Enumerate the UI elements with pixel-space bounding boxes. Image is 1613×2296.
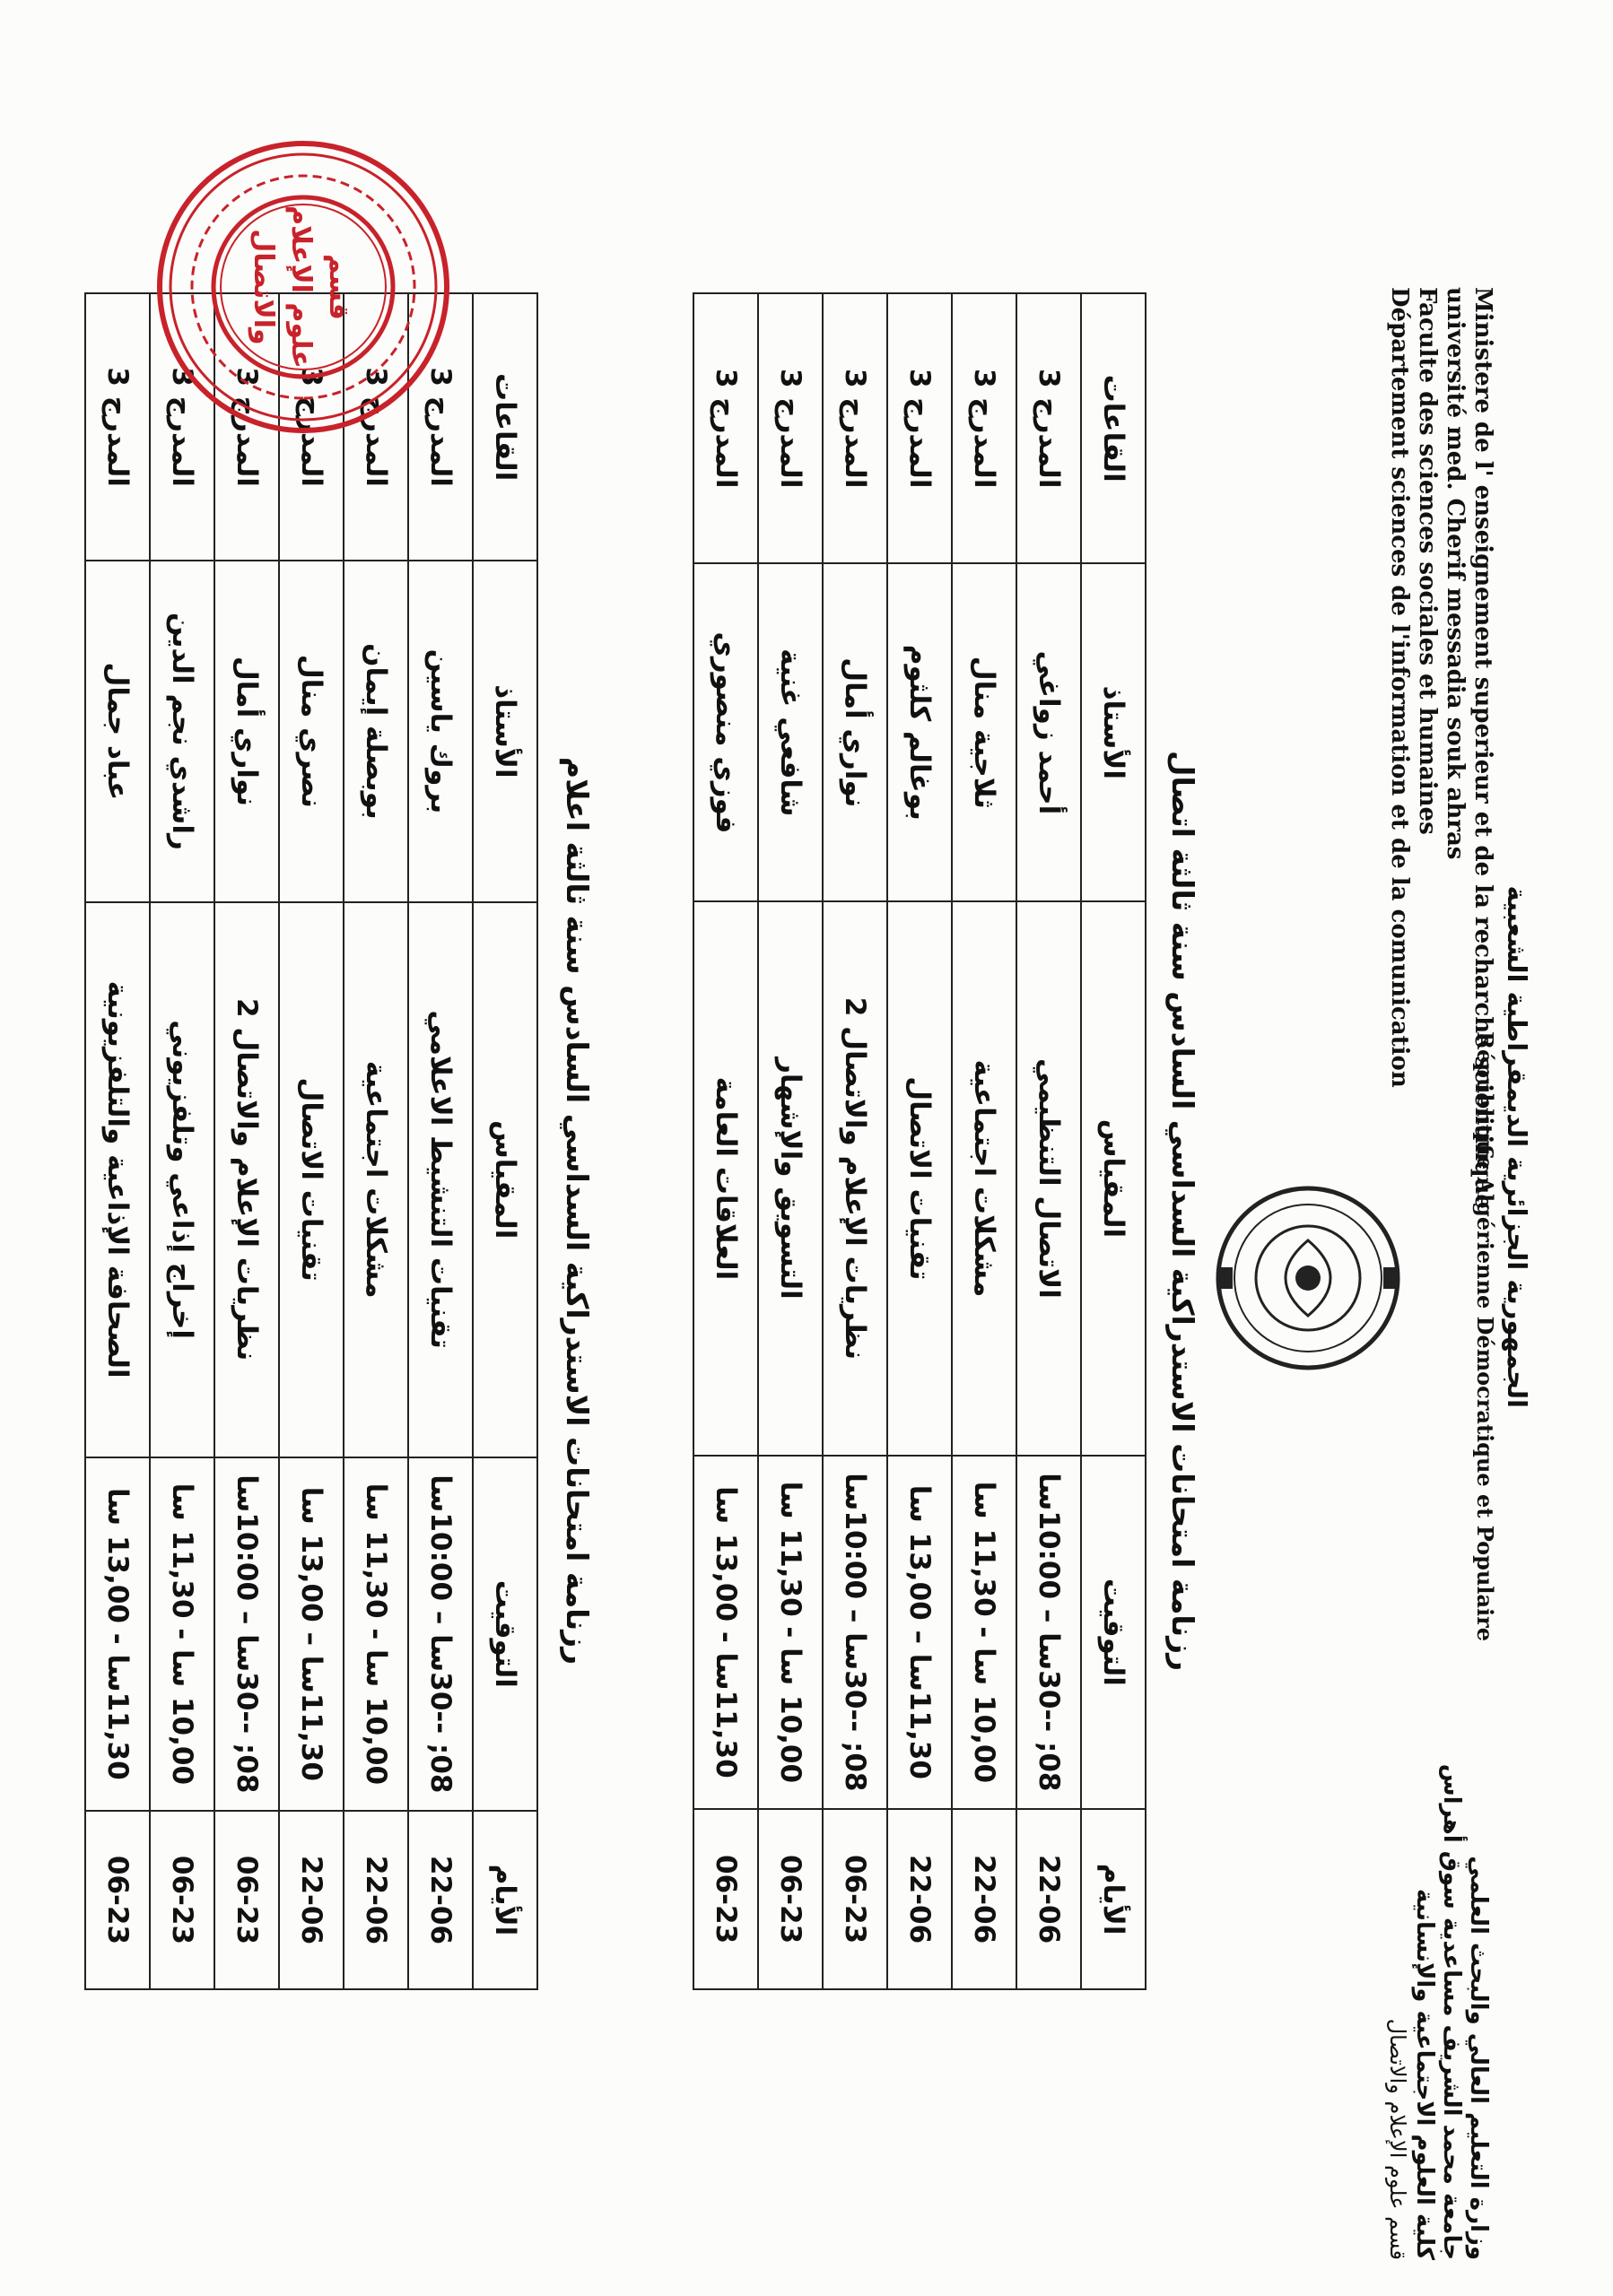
- table-row: [214, 293, 279, 1989]
- col-header-room: القاعات: [473, 293, 537, 561]
- cell-module: مشكلات اجتماعية: [952, 901, 1016, 1455]
- cell-module: الصحافة الإذاعية والتلفزيونية: [85, 902, 150, 1457]
- cell-room: المدرج 3: [952, 293, 1016, 563]
- cell-day: 06-23: [758, 1809, 823, 1989]
- table-row: [823, 293, 887, 1989]
- cell-time: 11,30سا – 13,00 سا: [887, 1456, 952, 1810]
- cell-day: 22-06: [408, 1811, 473, 1989]
- faculty-fr: Faculte des sciences sociales et humaines: [1414, 287, 1441, 835]
- col-header-day: الأيام: [473, 1811, 537, 1989]
- cell-professor: عباد جمال: [85, 561, 150, 901]
- department-fr: Département sciences de l'information et de la comunication: [1386, 287, 1413, 1088]
- col-header-professor: الأستاذ: [473, 561, 537, 901]
- table-row: [279, 293, 344, 1989]
- table-row: [887, 293, 952, 1989]
- cell-time: 08; --30سا – 10:00سا: [823, 1456, 887, 1810]
- stamp-line-3: والاتصال: [248, 229, 279, 345]
- cell-professor: نواري أمال: [823, 563, 887, 901]
- republic-fr: République Algérienne Démocratique et Populaire: [1472, 1031, 1498, 1642]
- col-header-time: التوقيت: [473, 1457, 537, 1811]
- cell-module: مشكلات اجتماعية: [344, 902, 408, 1457]
- cell-day: 06-23: [823, 1809, 887, 1989]
- table1-title: رزنامة امتحانات الاستدراكية السداسي السادس سنة ثالثة اتصال: [1165, 750, 1200, 1672]
- republic-ar: الجمهورية الجزائرية الديمقراطية الشعبية: [1502, 885, 1532, 1408]
- cell-room: المدرج 3: [150, 293, 214, 561]
- cell-time: 10,00 سا - 11,30 سا: [758, 1456, 823, 1810]
- cell-time: 08; --30سا – 10:00سا: [1016, 1456, 1081, 1810]
- cell-professor: راشدي نجم الدين: [150, 561, 214, 901]
- cell-time: 08; --30سا – 10:00سا: [408, 1457, 473, 1811]
- col-header-module: المقياس: [1081, 901, 1146, 1455]
- cell-module: الاتصال التنظيمي: [1016, 901, 1081, 1455]
- cell-room: المدرج 3: [279, 293, 344, 561]
- cell-room: المدرج 3: [758, 293, 823, 563]
- cell-day: 22-06: [344, 1811, 408, 1989]
- ministry-fr: Ministere de l' enseignement superieur et de la recharche scientifique: [1469, 287, 1496, 1209]
- cell-module: تقنيات التنشيط الاعلامي: [408, 902, 473, 1457]
- cell-time: 11,30سا - 13,00 سا: [693, 1456, 758, 1810]
- col-header-day: الأيام: [1081, 1809, 1146, 1989]
- cell-module: نظريات الإعلام والاتصال 2: [823, 901, 887, 1455]
- cell-professor: بروك ياسين: [408, 561, 473, 901]
- cell-professor: نصري منال: [279, 561, 344, 901]
- department-stamp-icon: [151, 135, 456, 439]
- header-french-block: [1385, 287, 1496, 1209]
- cell-module: تقنيات الاتصال: [279, 902, 344, 1457]
- cell-time: 10,00 سا - 11,30 سا: [952, 1456, 1016, 1810]
- cell-module: نظريات الإعلام والاتصال 2: [214, 902, 279, 1457]
- table-header-row: [1081, 293, 1146, 1989]
- col-header-professor: الأستاذ: [1081, 563, 1146, 901]
- cell-time: 08; --30سا – 10:00سا: [214, 1457, 279, 1811]
- table-row: [408, 293, 473, 1989]
- cell-module: إخراج إذاعي وتلفزيوني: [150, 902, 214, 1457]
- cell-day: 22-06: [952, 1809, 1016, 1989]
- cell-day: 22-06: [887, 1809, 952, 1989]
- ministry-ar: وزارة التعليم العالي والبحث العلمي: [1465, 1856, 1492, 2260]
- cell-room: المدرج 3: [408, 293, 473, 561]
- table-row: [344, 293, 408, 1989]
- cell-professor: نواري أمال: [214, 561, 279, 901]
- cell-module: التسويق والإشهار: [758, 901, 823, 1455]
- table-row: [693, 293, 758, 1989]
- cell-room: المدرج 3: [887, 293, 952, 563]
- cell-day: 22-06: [279, 1811, 344, 1989]
- cell-room: المدرج 3: [1016, 293, 1081, 563]
- faculty-ar: كلية العلوم الاجتماعية والإنسانية: [1411, 1888, 1438, 2260]
- cell-module: العلاقات العامة: [693, 901, 758, 1455]
- university-ar: جامعة محمد الشريف مساعدية سوق أهراس: [1438, 1763, 1465, 2260]
- col-header-module: المقياس: [473, 902, 537, 1457]
- cell-professor: بوغالم كلثوم: [887, 563, 952, 901]
- cell-room: المدرج 3: [823, 293, 887, 563]
- col-header-time: التوقيت: [1081, 1456, 1146, 1810]
- cell-day: 06-23: [214, 1811, 279, 1989]
- university-fr: université med. Cherif messadia souk ahras: [1442, 287, 1469, 860]
- table-row: [952, 293, 1016, 1989]
- university-emblem-icon: [1200, 1170, 1416, 1386]
- table2-title: رزنامة امتحانات الاستدراكية السداسي السادس سنة ثالثة اعلام: [560, 756, 595, 1665]
- cell-room: المدرج 3: [693, 293, 758, 563]
- table2-media-schedule: [84, 292, 538, 1990]
- cell-module: تقنيات الاتصال: [887, 901, 952, 1455]
- table-header-row: [473, 293, 537, 1989]
- cell-time: 10,00 سا - 11,30 سا: [150, 1457, 214, 1811]
- cell-time: 11,30سا - 13,00 سا: [85, 1457, 150, 1811]
- col-header-room: القاعات: [1081, 293, 1146, 563]
- table1-communication-schedule: [693, 292, 1147, 1990]
- cell-professor: فوزي منصوري: [693, 563, 758, 901]
- stamp-line-1: قسم: [323, 254, 354, 320]
- cell-room: المدرج 3: [214, 293, 279, 561]
- header-arabic-block: [1384, 1704, 1492, 2260]
- cell-day: 06-23: [85, 1811, 150, 1989]
- cell-room: المدرج 3: [344, 293, 408, 561]
- table-row: [758, 293, 823, 1989]
- cell-professor: ثلاجية منال: [952, 563, 1016, 901]
- header-republic: [1472, 885, 1532, 1642]
- table-row: [1016, 293, 1081, 1989]
- stamp-line-2: علوم الإعلام: [285, 205, 317, 369]
- cell-professor: شافعي غنية: [758, 563, 823, 901]
- cell-day: 06-23: [150, 1811, 214, 1989]
- department-ar: قسم علوم الإعلام والاتصال: [1385, 2018, 1410, 2260]
- cell-day: 22-06: [1016, 1809, 1081, 1989]
- table-row: [85, 293, 150, 1989]
- cell-professor: بوبصلة إيمان: [344, 561, 408, 901]
- cell-time: 11,30سا – 13,00 سا: [279, 1457, 344, 1811]
- cell-day: 06-23: [693, 1809, 758, 1989]
- table-row: [150, 293, 214, 1989]
- cell-professor: أحمد زواغي: [1016, 563, 1081, 901]
- cell-room: المدرج 3: [85, 293, 150, 561]
- cell-time: 10,00 سا - 11,30 سا: [344, 1457, 408, 1811]
